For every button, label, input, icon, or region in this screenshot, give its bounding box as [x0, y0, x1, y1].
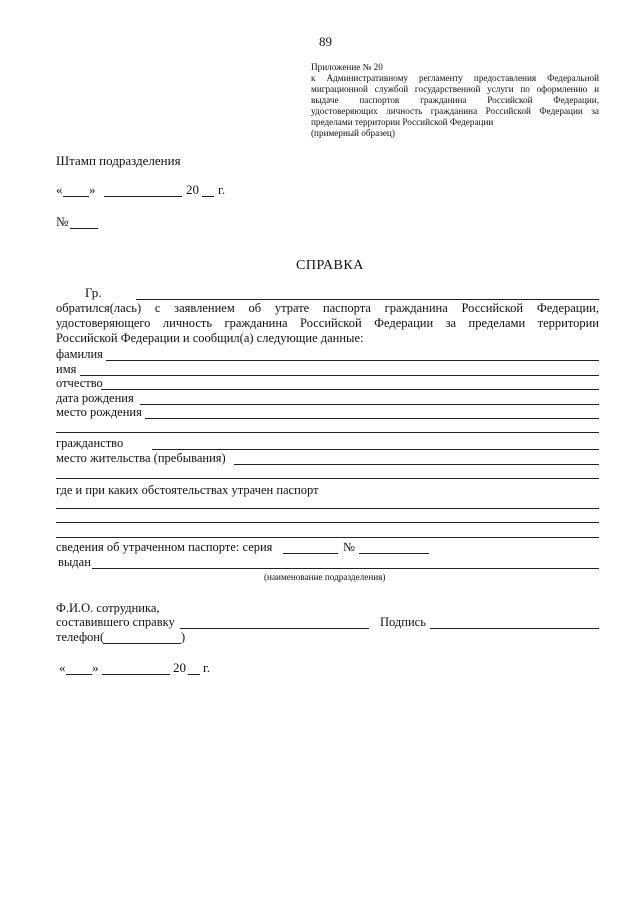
appendix-line-6: (примерный образец) [311, 128, 395, 138]
loss-circumstances-label: где и при каких обстоятельствах утрачен паспорт [56, 483, 319, 497]
name-field[interactable] [80, 375, 599, 376]
number-field[interactable] [70, 228, 98, 229]
citizenship-field[interactable] [152, 449, 599, 450]
citizenship-label: гражданство [56, 436, 124, 450]
name-label: имя [56, 362, 77, 376]
phone-suffix: ) [181, 630, 186, 644]
appendix-line-1: к Административному регламенту предоставления Федеральной [311, 73, 599, 83]
loss-circumstances-line-3[interactable] [56, 537, 599, 538]
appendix-line-2: миграционной службой государственной услуги по оформлению и [311, 84, 599, 94]
intro-line-1: обратился(лась) с заявлением об утрате паспорта гражданина Российской Федерации, [56, 301, 599, 315]
footer-date-year-field[interactable] [188, 674, 200, 675]
date-open-quote: « [56, 182, 63, 197]
issued-by-hint: (наименование подразделения) [264, 572, 386, 582]
residence-label: место жительства (пребывания) [56, 451, 226, 465]
birth-date-field[interactable] [140, 404, 599, 405]
footer-date-day-field[interactable] [66, 674, 92, 675]
page-number: 89 [319, 34, 332, 49]
stamp-label: Штамп подразделения [56, 153, 181, 168]
footer-date-year-prefix: 20 [173, 660, 186, 675]
date-day-field[interactable] [63, 196, 89, 197]
issued-by-label: выдан [58, 555, 91, 569]
loss-circumstances-line-2[interactable] [56, 522, 599, 523]
footer-date-close-quote: » [92, 660, 99, 675]
appendix-line-5: пределами территории Российской Федерации [311, 117, 494, 127]
appendix-line-3: выдаче паспортов гражданина Российской Федерации, [311, 95, 599, 105]
employee-name-field[interactable] [180, 628, 369, 629]
residence-field-extra[interactable] [56, 478, 599, 479]
passport-number-label: № [343, 540, 355, 554]
citizen-prefix: Гр. [85, 285, 102, 300]
footer-date-month-field[interactable] [102, 674, 170, 675]
date-year-field[interactable] [202, 196, 214, 197]
intro-line-2: удостоверяющего личность гражданина Российской Федерации за пределами территории [56, 316, 599, 330]
surname-field[interactable] [106, 360, 599, 361]
signature-field[interactable] [430, 628, 599, 629]
birth-place-field[interactable] [145, 418, 599, 419]
phone-field[interactable] [103, 643, 181, 644]
intro-paragraph [56, 301, 599, 346]
lost-passport-label: сведения об утраченном паспорте: серия [56, 540, 273, 554]
passport-number-field[interactable] [359, 553, 429, 554]
employee-label-line-1: Ф.И.О. сотрудника, [56, 601, 160, 615]
appendix-line-4: удостоверяющих личность гражданина Российской Федерации за [311, 106, 599, 116]
birth-date-label: дата рождения [56, 391, 134, 405]
loss-circumstances-line-1[interactable] [56, 508, 599, 509]
footer-date-open-quote: « [59, 660, 66, 675]
birth-place-field-extra[interactable] [56, 432, 599, 433]
date-close-quote: » [89, 182, 96, 197]
appendix-title: Приложение № 20 [311, 62, 383, 72]
issued-by-field[interactable] [92, 568, 599, 569]
employee-label-line-2: составившего справку [56, 615, 175, 629]
intro-line-3: Российской Федерации и сообщил(а) следующие данные: [56, 331, 364, 345]
number-label: № [56, 214, 69, 229]
birth-place-label: место рождения [56, 405, 142, 419]
date-year-prefix: 20 [186, 182, 199, 197]
citizen-field[interactable] [136, 299, 599, 300]
signature-label: Подпись [380, 615, 426, 629]
residence-field[interactable] [234, 464, 599, 465]
document-title: СПРАВКА [296, 258, 364, 273]
passport-series-field[interactable] [283, 553, 338, 554]
appendix-block [311, 62, 599, 139]
surname-label: фамилия [56, 347, 103, 361]
date-year-suffix: г. [218, 182, 226, 197]
footer-date-year-suffix: г. [203, 660, 211, 675]
phone-prefix: телефон( [56, 630, 105, 644]
patronymic-label: отчество [56, 376, 103, 390]
patronymic-field[interactable] [101, 389, 599, 390]
date-month-field[interactable] [104, 196, 182, 197]
